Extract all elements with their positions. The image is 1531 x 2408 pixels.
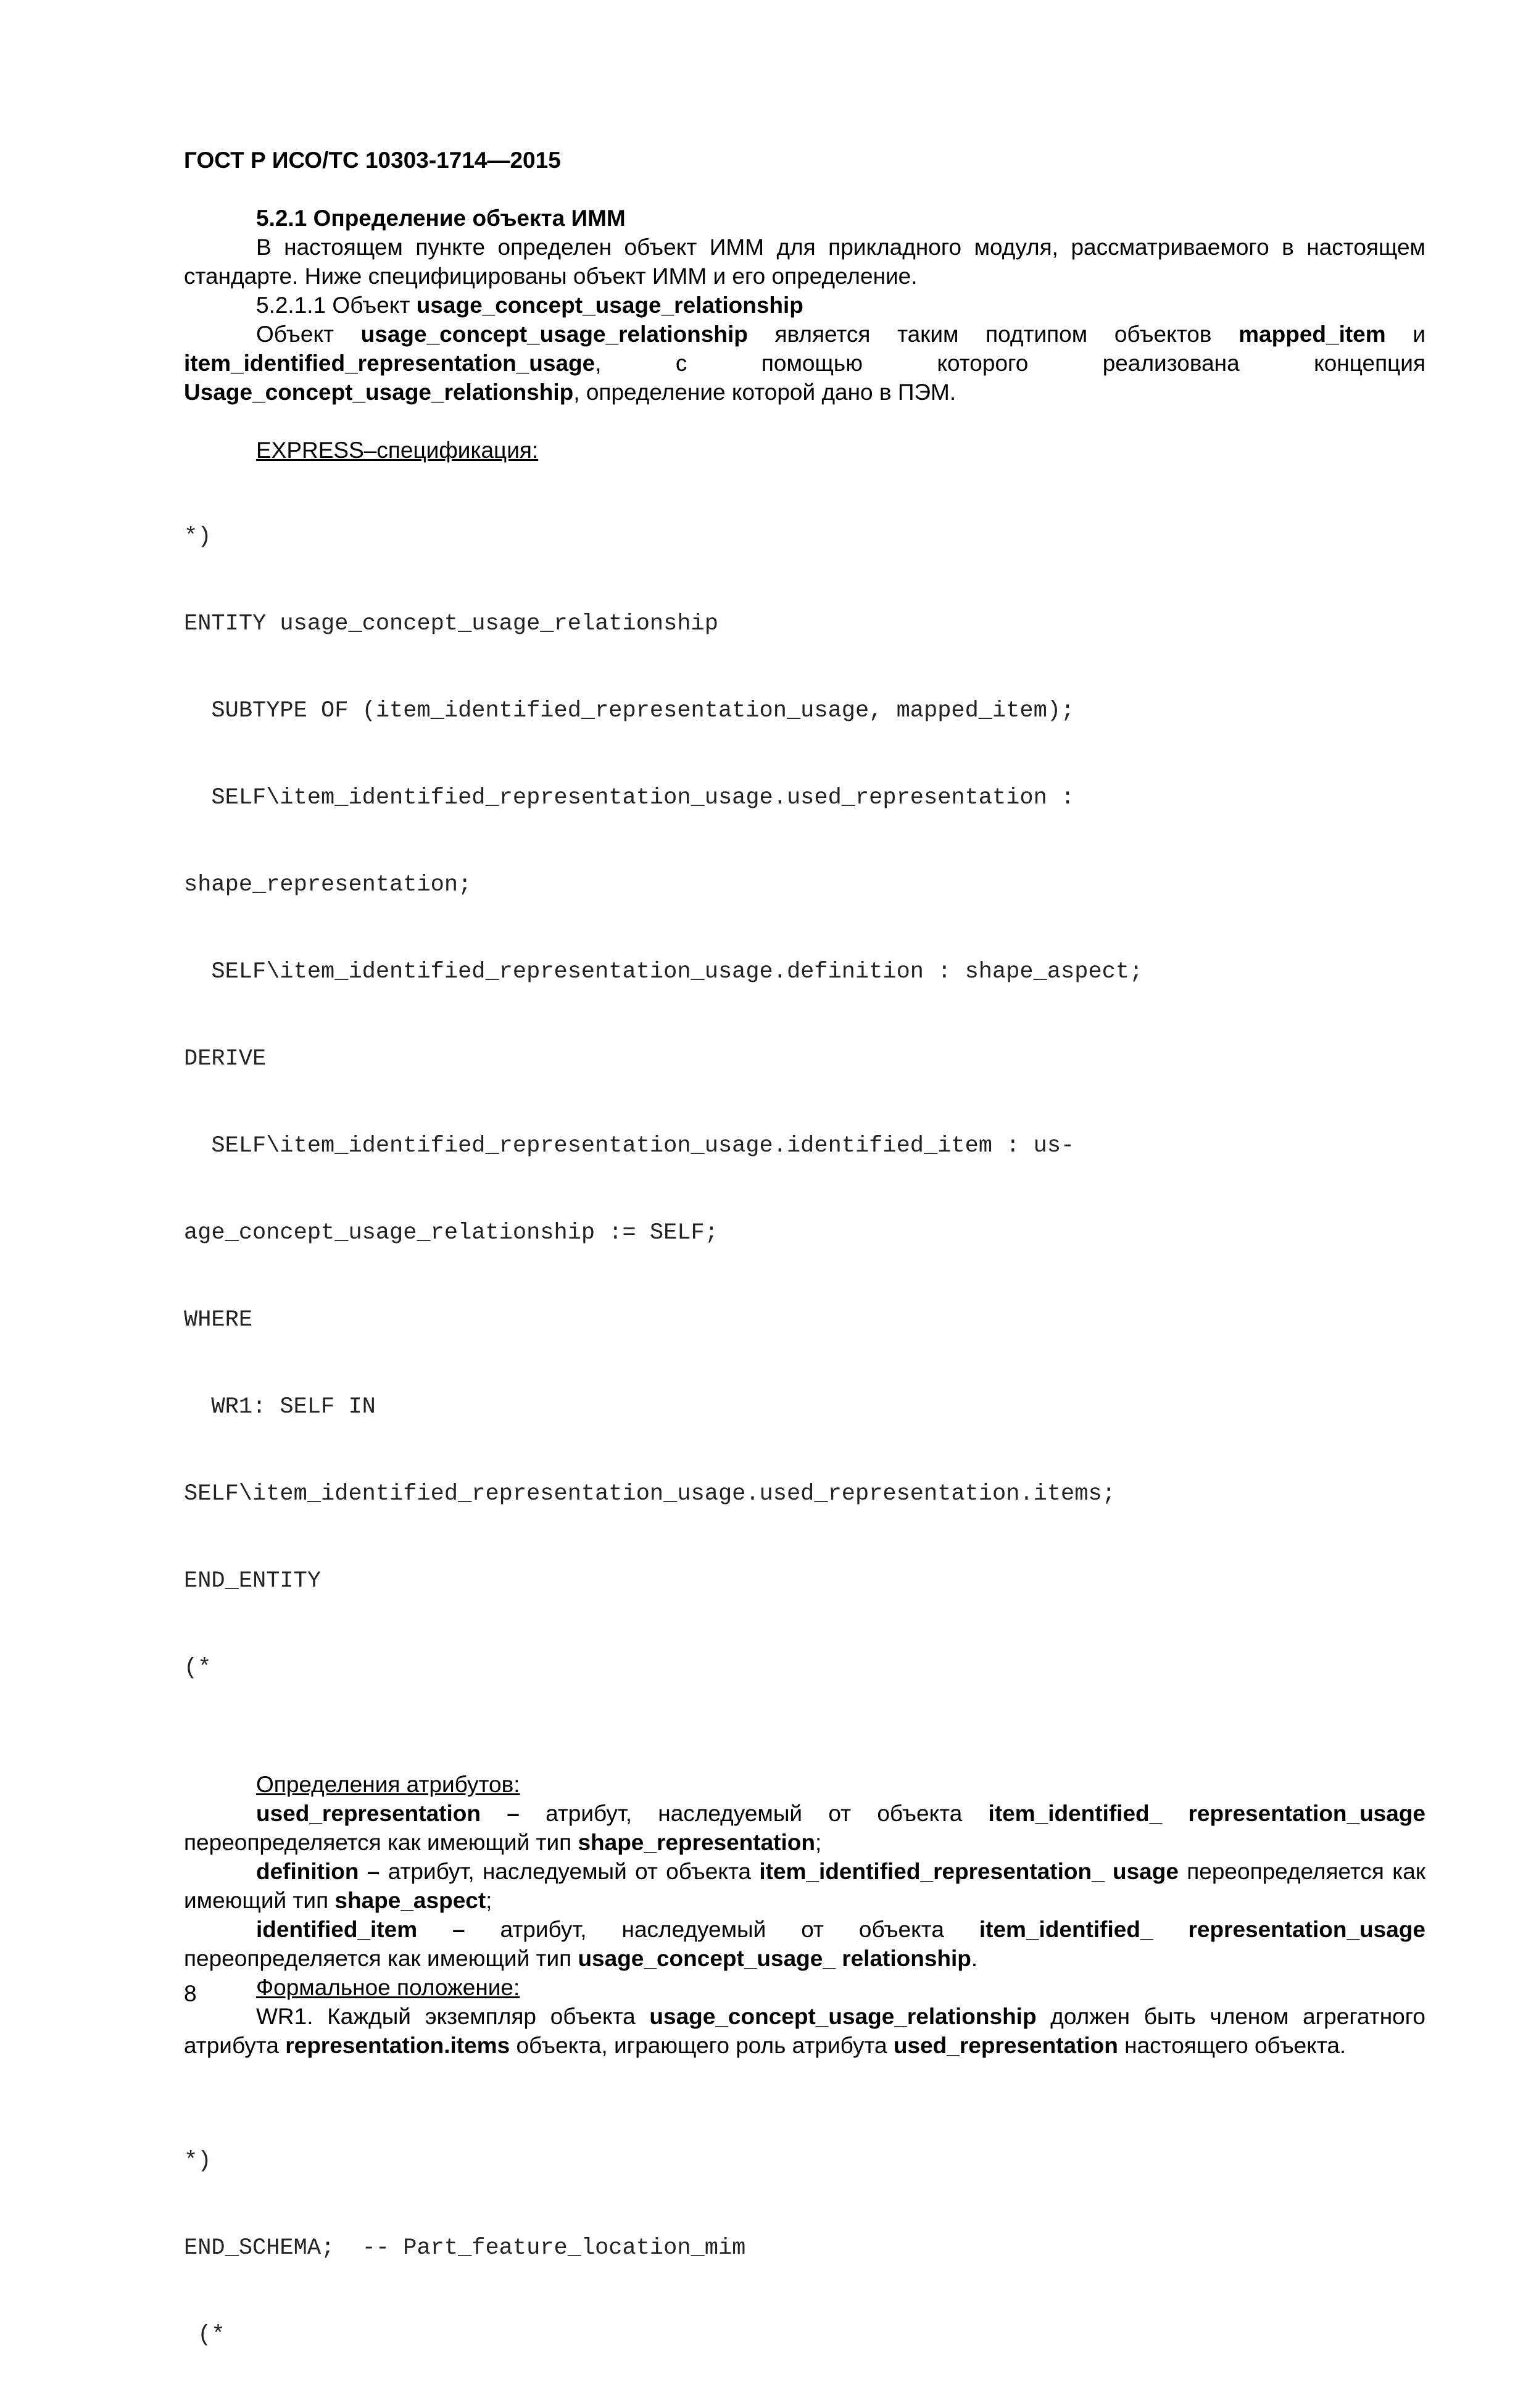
attribute-definition: definition – атрибут, наследуемый от объекта item_identified_representation_ usage переопределяется как имеющий тип shape_aspect;: [184, 1859, 1426, 1913]
attributes-label: Определения атрибутов:: [256, 1772, 520, 1797]
code-line: SELF\item_identified_representation_usage.used_representation.items;: [184, 1481, 1116, 1507]
express-code: [184, 465, 1425, 1741]
code-line: (*: [184, 2322, 225, 2348]
code-line: WHERE: [184, 1307, 253, 1333]
formal-rules-label: Формальное положение:: [256, 1975, 520, 2000]
code-line: DERIVE: [184, 1046, 267, 1072]
code-line: (*: [184, 1655, 212, 1681]
code-line: SELF\item_identified_representation_usage.identified_item : us-: [184, 1133, 1075, 1159]
code-line: WR1: SELF IN: [184, 1394, 376, 1420]
code-line: END_SCHEMA; -- Part_feature_location_mim: [184, 2235, 746, 2261]
code-line: *): [184, 2148, 212, 2174]
code-line: shape_representation;: [184, 872, 472, 898]
schema-end-code: [184, 2089, 1425, 2408]
code-line: ENTITY usage_concept_usage_relationship: [184, 611, 718, 637]
code-line: *): [184, 524, 212, 550]
code-line: SELF\item_identified_representation_usage.used_representation :: [184, 785, 1075, 811]
express-label: EXPRESS–спецификация:: [256, 438, 539, 463]
section-heading: 5.2.1 Определение объекта ИММ: [256, 206, 626, 231]
code-line: SELF\item_identified_representation_usage.definition : shape_aspect;: [184, 959, 1143, 985]
page-number: 8: [184, 1981, 197, 2006]
code-line: SUBTYPE OF (item_identified_representation_usage, mapped_item);: [184, 698, 1075, 724]
document-header: ГОСТ Р ИСО/ТС 10303-1714—2015: [184, 147, 561, 173]
subsection-heading: 5.2.1.1 Объект usage_concept_usage_relationship: [256, 293, 803, 318]
formal-rule: WR1. Каждый экземпляр объекта usage_concept_usage_relationship должен быть членом агрегатного атрибута representation.items объекта, играющего роль атрибута used_representation настоящего объекта.: [184, 2004, 1426, 2058]
code-line: END_ENTITY: [184, 1568, 322, 1594]
page-content: [184, 204, 1425, 2408]
entity-description: Объект usage_concept_usage_relationship является таким подтипом объектов mapped_item и item_identified_representation_usage, с помощью которого реализована концепция Usage_concept_usage_relationship, определение которой дано в ПЭМ.: [184, 322, 1425, 405]
code-line: age_concept_usage_relationship := SELF;: [184, 1220, 718, 1246]
attribute-definition: identified_item – атрибут, наследуемый от объекта item_identified_ representation_usage переопределяется как имеющий тип usage_concept_usage_ relationship.: [184, 1917, 1425, 1971]
section-intro: В настоящем пункте определен объект ИММ для прикладного модуля, рассматриваемого в настоящем стандарте. Ниже специфицированы объект ИММ и его определение.: [184, 235, 1425, 289]
attribute-definition: used_representation – атрибут, наследуемый от объекта item_identified_ representation_usage переопределяется как имеющий тип shape_representation;: [184, 1801, 1426, 1855]
